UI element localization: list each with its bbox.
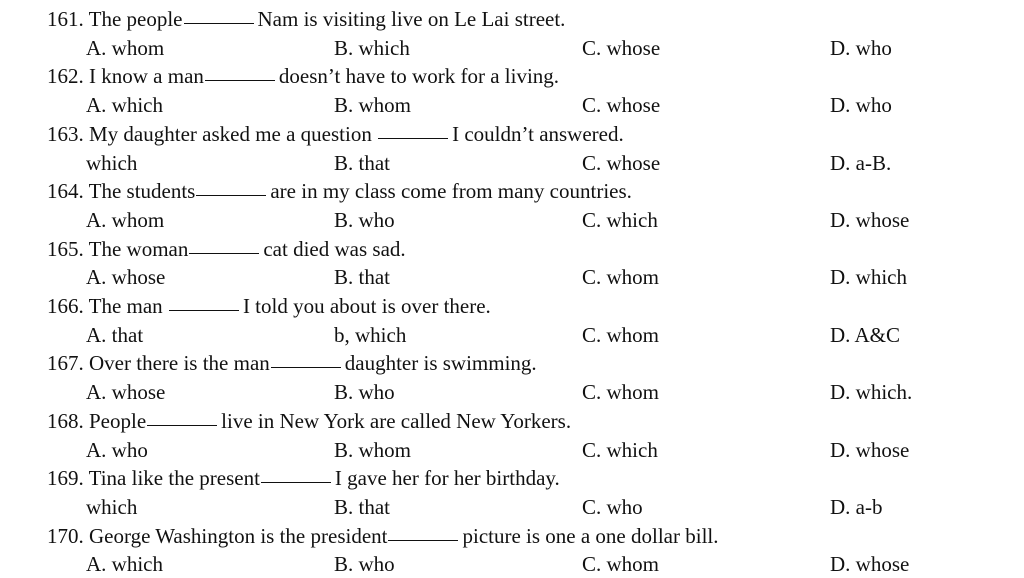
question-text-after: cat died was sad. (263, 236, 406, 261)
question-text-before: I know a man (89, 64, 204, 89)
answer-blank (205, 79, 275, 81)
answer-option-c: C. which (582, 437, 658, 462)
answer-option-d: D. whose (830, 437, 910, 462)
question-text-after: live in New York are called New Yorkers. (221, 408, 572, 433)
answer-blank (184, 22, 254, 24)
question-text-before: People (89, 408, 147, 433)
answer-option-c: C. whose (582, 150, 661, 175)
question-number: 162. (47, 64, 84, 89)
question-line (47, 464, 560, 492)
question-text-before: George Washington is the president (89, 523, 388, 548)
answer-option-b: B. that (334, 265, 390, 290)
answer-option-d: D. which. (830, 380, 913, 405)
question-line (47, 522, 719, 550)
answer-option-b: B. who (334, 207, 395, 232)
answer-option-c: C. whom (582, 380, 660, 405)
question-text-after: picture is one a one dollar bill. (462, 523, 719, 548)
question-line (47, 5, 565, 33)
answer-blank (169, 309, 239, 311)
question-line (47, 177, 632, 205)
question-line (47, 292, 491, 320)
answer-option-b: B. whom (334, 437, 412, 462)
answer-blank (388, 539, 458, 541)
answer-option-a: A. which (86, 93, 163, 118)
answer-option-d: D. whose (830, 207, 910, 232)
answer-option-d: D. which (830, 265, 907, 290)
answer-option-c: C. whose (582, 35, 661, 60)
answer-option-c: C. who (582, 494, 643, 519)
answer-option-c: C. whose (582, 93, 661, 118)
answer-option-c: C. whom (582, 552, 660, 577)
question-text-after: are in my class come from many countries. (270, 179, 632, 204)
answer-option-a: A. whose (86, 380, 166, 405)
answer-blank (147, 424, 217, 426)
answer-option-c: C. which (582, 207, 658, 232)
answer-option-a: A. whom (86, 207, 165, 232)
answer-blank (378, 137, 448, 139)
answer-option-a: A. whom (86, 35, 165, 60)
question-text-after: I couldn’t answered. (452, 121, 624, 146)
question-text-after: doesn’t have to work for a living. (278, 64, 560, 89)
question-text-after: I told you about is over there. (242, 294, 491, 318)
answer-option-b: b, which (334, 322, 407, 347)
question-number: 170. (47, 523, 84, 548)
question-text-before: Over there is the man (89, 351, 270, 376)
question-number: 164. (47, 179, 84, 204)
question-number: 166. (47, 294, 84, 318)
answer-blank (189, 252, 259, 254)
question-number: 169. (47, 466, 84, 491)
question-text-before: The people (88, 7, 183, 31)
question-number: 163. (47, 121, 84, 146)
answer-blank (196, 194, 266, 196)
question-text-before: Tina like the present (88, 466, 260, 491)
answer-option-a: which (86, 150, 138, 175)
answer-option-a: A. who (86, 437, 148, 462)
answer-option-a: A. whose (86, 265, 166, 290)
answer-option-d: D. whose (830, 552, 910, 577)
question-text-after: Nam is visiting live on Le Lai street. (257, 7, 566, 31)
answer-blank (261, 481, 331, 483)
answer-option-d: D. a-b (830, 494, 883, 519)
question-number: 161. (47, 7, 84, 31)
question-text-after: I gave her for her birthday. (334, 466, 560, 491)
question-text-before: The woman (88, 236, 189, 261)
question-text-before: The man (88, 294, 168, 318)
answer-option-b: B. that (334, 150, 390, 175)
answer-option-b: B. that (334, 494, 390, 519)
question-number: 165. (47, 236, 84, 261)
question-text-before: My daughter asked me a question (89, 121, 378, 146)
answer-option-c: C. whom (582, 265, 660, 290)
question-line (47, 407, 571, 435)
question-line (47, 120, 624, 148)
answer-option-b: B. whom (334, 93, 412, 118)
question-line (47, 349, 537, 377)
question-line (47, 235, 406, 263)
answer-option-a: A. that (86, 322, 144, 347)
question-number: 168. (47, 408, 84, 433)
answer-option-b: B. who (334, 552, 395, 577)
answer-option-d: D. A&C (830, 322, 901, 347)
answer-option-d: D. who (830, 35, 892, 60)
answer-option-a: which (86, 494, 138, 519)
answer-option-d: D. who (830, 93, 892, 118)
answer-option-c: C. whom (582, 322, 660, 347)
question-text-before: The students (88, 179, 196, 204)
question-number: 167. (47, 351, 84, 376)
question-line (47, 62, 559, 90)
answer-option-a: A. which (86, 552, 163, 577)
answer-blank (271, 366, 341, 368)
answer-option-d: D. a-B. (830, 150, 892, 175)
answer-option-b: B. which (334, 35, 410, 60)
answer-option-b: B. who (334, 380, 395, 405)
question-text-after: daughter is swimming. (344, 351, 537, 376)
